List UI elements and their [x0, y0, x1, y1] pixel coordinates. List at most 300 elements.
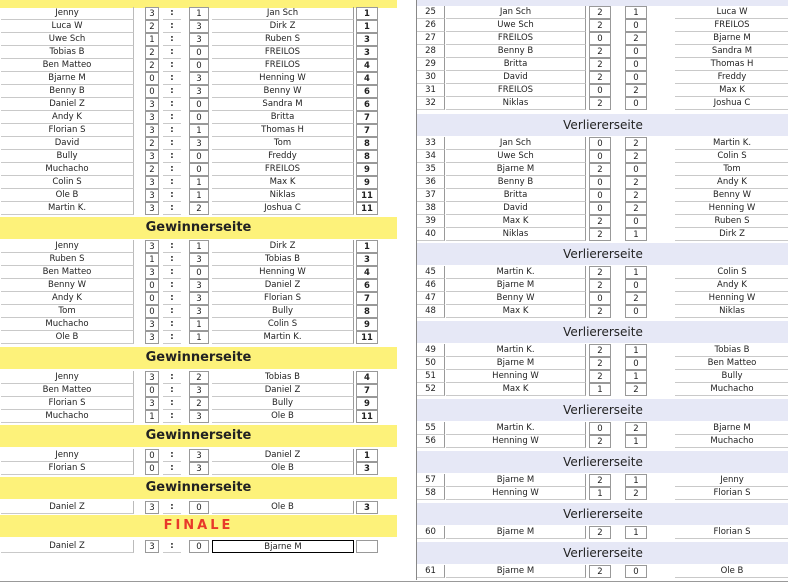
player-2-cell[interactable]: Colin S: [675, 150, 788, 163]
score-2-cell[interactable]: 1: [189, 189, 209, 202]
score-1-cell[interactable]: 2: [589, 19, 611, 32]
player-1-cell[interactable]: Benny W: [446, 292, 586, 305]
score-1-cell[interactable]: 0: [589, 137, 611, 150]
player-1-cell[interactable]: Jenny: [1, 240, 134, 253]
score-1-cell[interactable]: 3: [145, 331, 159, 344]
player-2-cell[interactable]: Florian S: [675, 526, 788, 539]
player-1-cell[interactable]: Jenny: [1, 449, 134, 462]
score-2-cell[interactable]: 1: [625, 370, 647, 383]
match-number-cell[interactable]: 34: [417, 150, 445, 163]
player-2-cell[interactable]: Britta: [212, 111, 354, 124]
match-number-cell[interactable]: 48: [417, 305, 445, 318]
score-2-cell[interactable]: 0: [189, 266, 209, 279]
player-1-cell[interactable]: Bjarne M: [446, 357, 586, 370]
player-1-cell[interactable]: Colin S: [1, 176, 134, 189]
score-1-cell[interactable]: 2: [589, 215, 611, 228]
score-1-cell[interactable]: 0: [145, 305, 159, 318]
player-2-cell[interactable]: Ole B: [212, 501, 354, 514]
score-1-cell[interactable]: 2: [145, 46, 159, 59]
score-2-cell[interactable]: 1: [625, 6, 647, 19]
player-1-cell[interactable]: Daniel Z: [1, 98, 134, 111]
score-2-cell[interactable]: 1: [189, 176, 209, 189]
player-1-cell[interactable]: Martin K.: [446, 422, 586, 435]
score-2-cell[interactable]: 0: [189, 98, 209, 111]
score-1-cell[interactable]: 2: [589, 163, 611, 176]
player-2-cell[interactable]: Ole B: [675, 565, 788, 578]
player-1-cell[interactable]: Florian S: [1, 124, 134, 137]
score-1-cell[interactable]: 2: [589, 279, 611, 292]
score-2-cell[interactable]: 2: [189, 202, 209, 215]
match-number-cell[interactable]: 61: [417, 565, 445, 578]
score-2-cell[interactable]: 2: [625, 202, 647, 215]
next-match-cell[interactable]: 4: [356, 266, 378, 279]
match-number-cell[interactable]: 52: [417, 383, 445, 396]
player-1-cell[interactable]: Ole B: [1, 331, 134, 344]
score-1-cell[interactable]: 3: [145, 397, 159, 410]
score-2-cell[interactable]: 3: [189, 137, 209, 150]
player-2-cell[interactable]: Joshua C: [675, 97, 788, 110]
player-1-cell[interactable]: Jan Sch: [446, 137, 586, 150]
score-1-cell[interactable]: 1: [145, 33, 159, 46]
score-1-cell[interactable]: 2: [589, 370, 611, 383]
player-1-cell[interactable]: Max K: [446, 305, 586, 318]
next-match-cell[interactable]: 1: [356, 240, 378, 253]
match-number-cell[interactable]: 60: [417, 526, 445, 539]
player-1-cell[interactable]: Muchacho: [1, 163, 134, 176]
score-2-cell[interactable]: 3: [189, 292, 209, 305]
player-1-cell[interactable]: Andy K: [1, 292, 134, 305]
match-number-cell[interactable]: 51: [417, 370, 445, 383]
score-2-cell[interactable]: 1: [625, 266, 647, 279]
player-1-cell[interactable]: Florian S: [1, 462, 134, 475]
next-match-cell[interactable]: 4: [356, 72, 378, 85]
next-match-cell[interactable]: 6: [356, 85, 378, 98]
player-1-cell[interactable]: Martin K.: [446, 266, 586, 279]
score-1-cell[interactable]: 2: [589, 357, 611, 370]
player-1-cell[interactable]: Ruben S: [1, 253, 134, 266]
score-1-cell[interactable]: 2: [589, 526, 611, 539]
score-2-cell[interactable]: 2: [625, 137, 647, 150]
score-1-cell[interactable]: 0: [145, 72, 159, 85]
score-2-cell[interactable]: 1: [625, 526, 647, 539]
player-1-cell[interactable]: Luca W: [1, 20, 134, 33]
player-1-cell[interactable]: Bjarne M: [1, 72, 134, 85]
player-1-cell[interactable]: Ole B: [1, 189, 134, 202]
next-match-cell[interactable]: 3: [356, 33, 378, 46]
score-2-cell[interactable]: 3: [189, 410, 209, 423]
score-2-cell[interactable]: 2: [625, 487, 647, 500]
player-2-cell[interactable]: Benny W: [675, 189, 788, 202]
score-1-cell[interactable]: 3: [145, 150, 159, 163]
player-1-cell[interactable]: Bjarne M: [446, 565, 586, 578]
score-1-cell[interactable]: 1: [145, 410, 159, 423]
score-1-cell[interactable]: 2: [589, 97, 611, 110]
match-number-cell[interactable]: 35: [417, 163, 445, 176]
player-1-cell[interactable]: Tom: [1, 305, 134, 318]
player-1-cell[interactable]: Andy K: [1, 111, 134, 124]
score-2-cell[interactable]: 0: [189, 59, 209, 72]
score-2-cell[interactable]: 3: [189, 20, 209, 33]
player-2-cell[interactable]: Florian S: [212, 292, 354, 305]
score-1-cell[interactable]: 2: [145, 163, 159, 176]
score-2-cell[interactable]: 2: [625, 150, 647, 163]
player-1-cell[interactable]: Daniel Z: [1, 540, 134, 553]
player-1-cell[interactable]: Muchacho: [1, 318, 134, 331]
score-2-cell[interactable]: 1: [189, 331, 209, 344]
player-2-cell[interactable]: Andy K: [675, 176, 788, 189]
player-1-cell[interactable]: Benny B: [1, 85, 134, 98]
match-number-cell[interactable]: 30: [417, 71, 445, 84]
score-1-cell[interactable]: 2: [589, 45, 611, 58]
score-2-cell[interactable]: 0: [625, 279, 647, 292]
player-1-cell[interactable]: Max K: [446, 215, 586, 228]
score-1-cell[interactable]: 0: [589, 176, 611, 189]
next-match-cell[interactable]: 8: [356, 305, 378, 318]
player-2-cell[interactable]: Daniel Z: [212, 449, 354, 462]
player-1-cell[interactable]: Henning W: [446, 370, 586, 383]
score-1-cell[interactable]: 3: [145, 7, 159, 20]
player-1-cell[interactable]: Uwe Sch: [446, 19, 586, 32]
player-1-cell[interactable]: David: [446, 71, 586, 84]
player-2-cell[interactable]: Tobias B: [675, 344, 788, 357]
score-1-cell[interactable]: 2: [145, 59, 159, 72]
match-number-cell[interactable]: 45: [417, 266, 445, 279]
match-number-cell[interactable]: 55: [417, 422, 445, 435]
player-1-cell[interactable]: Henning W: [446, 435, 586, 448]
player-1-cell[interactable]: Bjarne M: [446, 526, 586, 539]
score-1-cell[interactable]: 3: [145, 240, 159, 253]
player-2-cell[interactable]: Colin S: [212, 318, 354, 331]
player-1-cell[interactable]: Benny B: [446, 45, 586, 58]
player-2-cell[interactable]: Daniel Z: [212, 279, 354, 292]
next-match-cell[interactable]: 4: [356, 59, 378, 72]
player-1-cell[interactable]: Ben Matteo: [1, 384, 134, 397]
player-2-cell[interactable]: Dirk Z: [675, 228, 788, 241]
score-1-cell[interactable]: 2: [145, 20, 159, 33]
next-match-cell[interactable]: 7: [356, 384, 378, 397]
next-match-cell[interactable]: 4: [356, 371, 378, 384]
next-match-cell[interactable]: 9: [356, 318, 378, 331]
player-2-cell[interactable]: FREILOS: [212, 163, 354, 176]
match-number-cell[interactable]: 25: [417, 6, 445, 19]
match-number-cell[interactable]: 38: [417, 202, 445, 215]
score-1-cell[interactable]: 3: [145, 318, 159, 331]
player-1-cell[interactable]: Jan Sch: [446, 6, 586, 19]
score-1-cell[interactable]: 3: [145, 540, 159, 553]
player-2-cell[interactable]: Max K: [675, 84, 788, 97]
player-2-cell[interactable]: Niklas: [675, 305, 788, 318]
next-match-cell[interactable]: 6: [356, 98, 378, 111]
score-2-cell[interactable]: 0: [625, 19, 647, 32]
player-2-cell[interactable]: Benny W: [212, 85, 354, 98]
score-1-cell[interactable]: 3: [145, 124, 159, 137]
player-1-cell[interactable]: Tobias B: [1, 46, 134, 59]
next-match-cell[interactable]: 8: [356, 137, 378, 150]
player-2-cell[interactable]: Martin K.: [675, 137, 788, 150]
score-1-cell[interactable]: 2: [589, 344, 611, 357]
score-2-cell[interactable]: 1: [189, 7, 209, 20]
player-2-cell[interactable]: Muchacho: [675, 435, 788, 448]
score-1-cell[interactable]: 0: [589, 150, 611, 163]
player-1-cell[interactable]: Martin K.: [446, 344, 586, 357]
score-2-cell[interactable]: 1: [625, 474, 647, 487]
score-1-cell[interactable]: 1: [589, 383, 611, 396]
player-1-cell[interactable]: Jenny: [1, 7, 134, 20]
score-1-cell[interactable]: 3: [145, 202, 159, 215]
player-2-cell[interactable]: Tobias B: [212, 253, 354, 266]
score-1-cell[interactable]: 3: [145, 371, 159, 384]
next-match-cell[interactable]: 7: [356, 292, 378, 305]
player-2-cell[interactable]: Freddy: [675, 71, 788, 84]
score-2-cell[interactable]: 0: [625, 357, 647, 370]
player-2-cell[interactable]: Henning W: [212, 266, 354, 279]
player-1-cell[interactable]: Bully: [1, 150, 134, 163]
player-2-cell[interactable]: Freddy: [212, 150, 354, 163]
player-1-cell[interactable]: Muchacho: [1, 410, 134, 423]
player-1-cell[interactable]: Florian S: [1, 397, 134, 410]
score-2-cell[interactable]: 1: [625, 344, 647, 357]
score-2-cell[interactable]: 2: [189, 371, 209, 384]
match-number-cell[interactable]: 28: [417, 45, 445, 58]
next-match-cell[interactable]: 3: [356, 501, 378, 514]
score-1-cell[interactable]: 0: [589, 292, 611, 305]
score-1-cell[interactable]: 2: [589, 565, 611, 578]
next-match-cell[interactable]: 9: [356, 176, 378, 189]
score-2-cell[interactable]: 2: [625, 292, 647, 305]
player-1-cell[interactable]: Ben Matteo: [1, 59, 134, 72]
player-2-cell[interactable]: Andy K: [675, 279, 788, 292]
score-1-cell[interactable]: 1: [589, 487, 611, 500]
score-2-cell[interactable]: 2: [189, 397, 209, 410]
player-1-cell[interactable]: Uwe Sch: [446, 150, 586, 163]
player-1-cell[interactable]: David: [446, 202, 586, 215]
player-1-cell[interactable]: FREILOS: [446, 84, 586, 97]
match-number-cell[interactable]: 32: [417, 97, 445, 110]
player-2-cell[interactable]: Bjarne M: [675, 32, 788, 45]
score-2-cell[interactable]: 0: [625, 97, 647, 110]
player-2-cell[interactable]: Max K: [212, 176, 354, 189]
player-1-cell[interactable]: Ben Matteo: [1, 266, 134, 279]
score-2-cell[interactable]: 0: [625, 305, 647, 318]
player-2-cell[interactable]: FREILOS: [675, 19, 788, 32]
match-number-cell[interactable]: 27: [417, 32, 445, 45]
score-2-cell[interactable]: 2: [625, 383, 647, 396]
next-match-cell[interactable]: 1: [356, 449, 378, 462]
match-number-cell[interactable]: 33: [417, 137, 445, 150]
player-2-cell[interactable]: Ruben S: [675, 215, 788, 228]
score-2-cell[interactable]: 0: [625, 45, 647, 58]
next-match-cell[interactable]: 7: [356, 124, 378, 137]
next-match-cell[interactable]: 9: [356, 163, 378, 176]
player-2-cell[interactable]: Florian S: [675, 487, 788, 500]
player-1-cell[interactable]: Benny B: [446, 176, 586, 189]
player-1-cell[interactable]: Niklas: [446, 97, 586, 110]
player-2-cell[interactable]: FREILOS: [212, 46, 354, 59]
score-1-cell[interactable]: 0: [145, 462, 159, 475]
score-2-cell[interactable]: 3: [189, 85, 209, 98]
next-match-cell[interactable]: 3: [356, 46, 378, 59]
score-1-cell[interactable]: 0: [589, 202, 611, 215]
score-1-cell[interactable]: 2: [589, 228, 611, 241]
match-number-cell[interactable]: 49: [417, 344, 445, 357]
score-2-cell[interactable]: 0: [625, 565, 647, 578]
player-2-cell[interactable]: Tobias B: [212, 371, 354, 384]
player-1-cell[interactable]: David: [1, 137, 134, 150]
score-2-cell[interactable]: 3: [189, 449, 209, 462]
score-2-cell[interactable]: 0: [625, 215, 647, 228]
player-2-cell[interactable]: Dirk Z: [212, 240, 354, 253]
player-2-cell[interactable]: Luca W: [675, 6, 788, 19]
match-number-cell[interactable]: 37: [417, 189, 445, 202]
player-2-cell[interactable]: Ole B: [212, 410, 354, 423]
score-1-cell[interactable]: 2: [589, 71, 611, 84]
score-2-cell[interactable]: 0: [625, 71, 647, 84]
next-match-cell[interactable]: 11: [356, 189, 378, 202]
player-2-cell[interactable]: Tom: [212, 137, 354, 150]
match-number-cell[interactable]: 29: [417, 58, 445, 71]
player-1-cell[interactable]: Henning W: [446, 487, 586, 500]
score-2-cell[interactable]: 3: [189, 33, 209, 46]
player-2-cell[interactable]: Jenny: [675, 474, 788, 487]
next-match-cell[interactable]: 11: [356, 410, 378, 423]
score-2-cell[interactable]: 0: [189, 540, 209, 553]
player-1-cell[interactable]: Bjarne M: [446, 279, 586, 292]
player-2-cell[interactable]: Bully: [675, 370, 788, 383]
score-2-cell[interactable]: 3: [189, 72, 209, 85]
next-match-cell[interactable]: 7: [356, 111, 378, 124]
score-2-cell[interactable]: 2: [625, 176, 647, 189]
score-1-cell[interactable]: 3: [145, 98, 159, 111]
player-2-cell[interactable]: Thomas H: [212, 124, 354, 137]
score-2-cell[interactable]: 1: [625, 435, 647, 448]
score-2-cell[interactable]: 3: [189, 305, 209, 318]
score-1-cell[interactable]: 2: [589, 435, 611, 448]
score-1-cell[interactable]: 2: [589, 305, 611, 318]
match-number-cell[interactable]: 47: [417, 292, 445, 305]
player-2-cell[interactable]: Henning W: [675, 202, 788, 215]
score-2-cell[interactable]: 2: [625, 32, 647, 45]
score-2-cell[interactable]: 0: [189, 501, 209, 514]
player-2-cell[interactable]: Daniel Z: [212, 384, 354, 397]
score-1-cell[interactable]: 2: [145, 137, 159, 150]
score-1-cell[interactable]: 2: [589, 58, 611, 71]
player-1-cell[interactable]: Martin K.: [1, 202, 134, 215]
score-1-cell[interactable]: 0: [145, 85, 159, 98]
next-match-cell[interactable]: 8: [356, 150, 378, 163]
score-1-cell[interactable]: 0: [589, 32, 611, 45]
score-2-cell[interactable]: 1: [189, 124, 209, 137]
player-1-cell[interactable]: Britta: [446, 58, 586, 71]
player-2-cell[interactable]: Colin S: [675, 266, 788, 279]
match-number-cell[interactable]: 58: [417, 487, 445, 500]
player-2-cell[interactable]: Niklas: [212, 189, 354, 202]
player-1-cell[interactable]: Bjarne M: [446, 474, 586, 487]
match-number-cell[interactable]: 46: [417, 279, 445, 292]
score-2-cell[interactable]: 2: [625, 189, 647, 202]
score-1-cell[interactable]: 0: [145, 449, 159, 462]
player-2-cell[interactable]: Sandra M: [675, 45, 788, 58]
score-2-cell[interactable]: 2: [625, 84, 647, 97]
player-2-cell[interactable]: Bully: [212, 397, 354, 410]
score-1-cell[interactable]: 0: [589, 189, 611, 202]
player-2-cell[interactable]: Ben Matteo: [675, 357, 788, 370]
player-2-cell[interactable]: Thomas H: [675, 58, 788, 71]
player-1-cell[interactable]: FREILOS: [446, 32, 586, 45]
score-2-cell[interactable]: 3: [189, 384, 209, 397]
next-match-cell[interactable]: 11: [356, 331, 378, 344]
score-2-cell[interactable]: 3: [189, 279, 209, 292]
player-1-cell[interactable]: Niklas: [446, 228, 586, 241]
score-1-cell[interactable]: 0: [589, 84, 611, 97]
player-1-cell[interactable]: Max K: [446, 383, 586, 396]
score-1-cell[interactable]: 0: [589, 422, 611, 435]
next-match-cell[interactable]: 1: [356, 7, 378, 20]
score-2-cell[interactable]: 1: [189, 318, 209, 331]
player-2-cell[interactable]: FREILOS: [212, 59, 354, 72]
player-2-cell[interactable]: Dirk Z: [212, 20, 354, 33]
score-1-cell[interactable]: 0: [145, 292, 159, 305]
score-1-cell[interactable]: 3: [145, 189, 159, 202]
score-1-cell[interactable]: 3: [145, 501, 159, 514]
player-2-cell[interactable]: Henning W: [675, 292, 788, 305]
player-1-cell[interactable]: Bjarne M: [446, 163, 586, 176]
score-2-cell[interactable]: 0: [189, 46, 209, 59]
score-2-cell[interactable]: 1: [189, 240, 209, 253]
score-2-cell[interactable]: 0: [189, 150, 209, 163]
match-number-cell[interactable]: 56: [417, 435, 445, 448]
score-2-cell[interactable]: 3: [189, 462, 209, 475]
match-number-cell[interactable]: 26: [417, 19, 445, 32]
player-2-cell[interactable]: Ruben S: [212, 33, 354, 46]
score-1-cell[interactable]: 0: [145, 279, 159, 292]
match-number-cell[interactable]: 36: [417, 176, 445, 189]
next-match-cell[interactable]: 3: [356, 462, 378, 475]
match-number-cell[interactable]: 31: [417, 84, 445, 97]
player-1-cell[interactable]: Uwe Sch: [1, 33, 134, 46]
score-2-cell[interactable]: 0: [625, 58, 647, 71]
score-1-cell[interactable]: 3: [145, 111, 159, 124]
player-2-cell[interactable]: Bjarne M: [212, 540, 354, 553]
next-match-cell[interactable]: 6: [356, 279, 378, 292]
score-1-cell[interactable]: 2: [589, 266, 611, 279]
score-2-cell[interactable]: 0: [189, 111, 209, 124]
score-1-cell[interactable]: 1: [145, 253, 159, 266]
player-2-cell[interactable]: Bjarne M: [675, 422, 788, 435]
score-1-cell[interactable]: 2: [589, 6, 611, 19]
player-2-cell[interactable]: Ole B: [212, 462, 354, 475]
next-match-cell[interactable]: 1: [356, 20, 378, 33]
score-2-cell[interactable]: 1: [625, 228, 647, 241]
score-1-cell[interactable]: 3: [145, 266, 159, 279]
next-match-cell[interactable]: 9: [356, 397, 378, 410]
player-2-cell[interactable]: Jan Sch: [212, 7, 354, 20]
player-2-cell[interactable]: Henning W: [212, 72, 354, 85]
match-number-cell[interactable]: 50: [417, 357, 445, 370]
player-2-cell[interactable]: Joshua C: [212, 202, 354, 215]
player-1-cell[interactable]: Daniel Z: [1, 501, 134, 514]
match-number-cell[interactable]: 57: [417, 474, 445, 487]
player-2-cell[interactable]: Tom: [675, 163, 788, 176]
player-1-cell[interactable]: Jenny: [1, 371, 134, 384]
score-2-cell[interactable]: 3: [189, 253, 209, 266]
score-2-cell[interactable]: 2: [625, 422, 647, 435]
player-2-cell[interactable]: Muchacho: [675, 383, 788, 396]
score-2-cell[interactable]: 0: [625, 163, 647, 176]
player-2-cell[interactable]: Bully: [212, 305, 354, 318]
player-1-cell[interactable]: Britta: [446, 189, 586, 202]
player-1-cell[interactable]: Benny W: [1, 279, 134, 292]
next-match-cell[interactable]: 11: [356, 202, 378, 215]
